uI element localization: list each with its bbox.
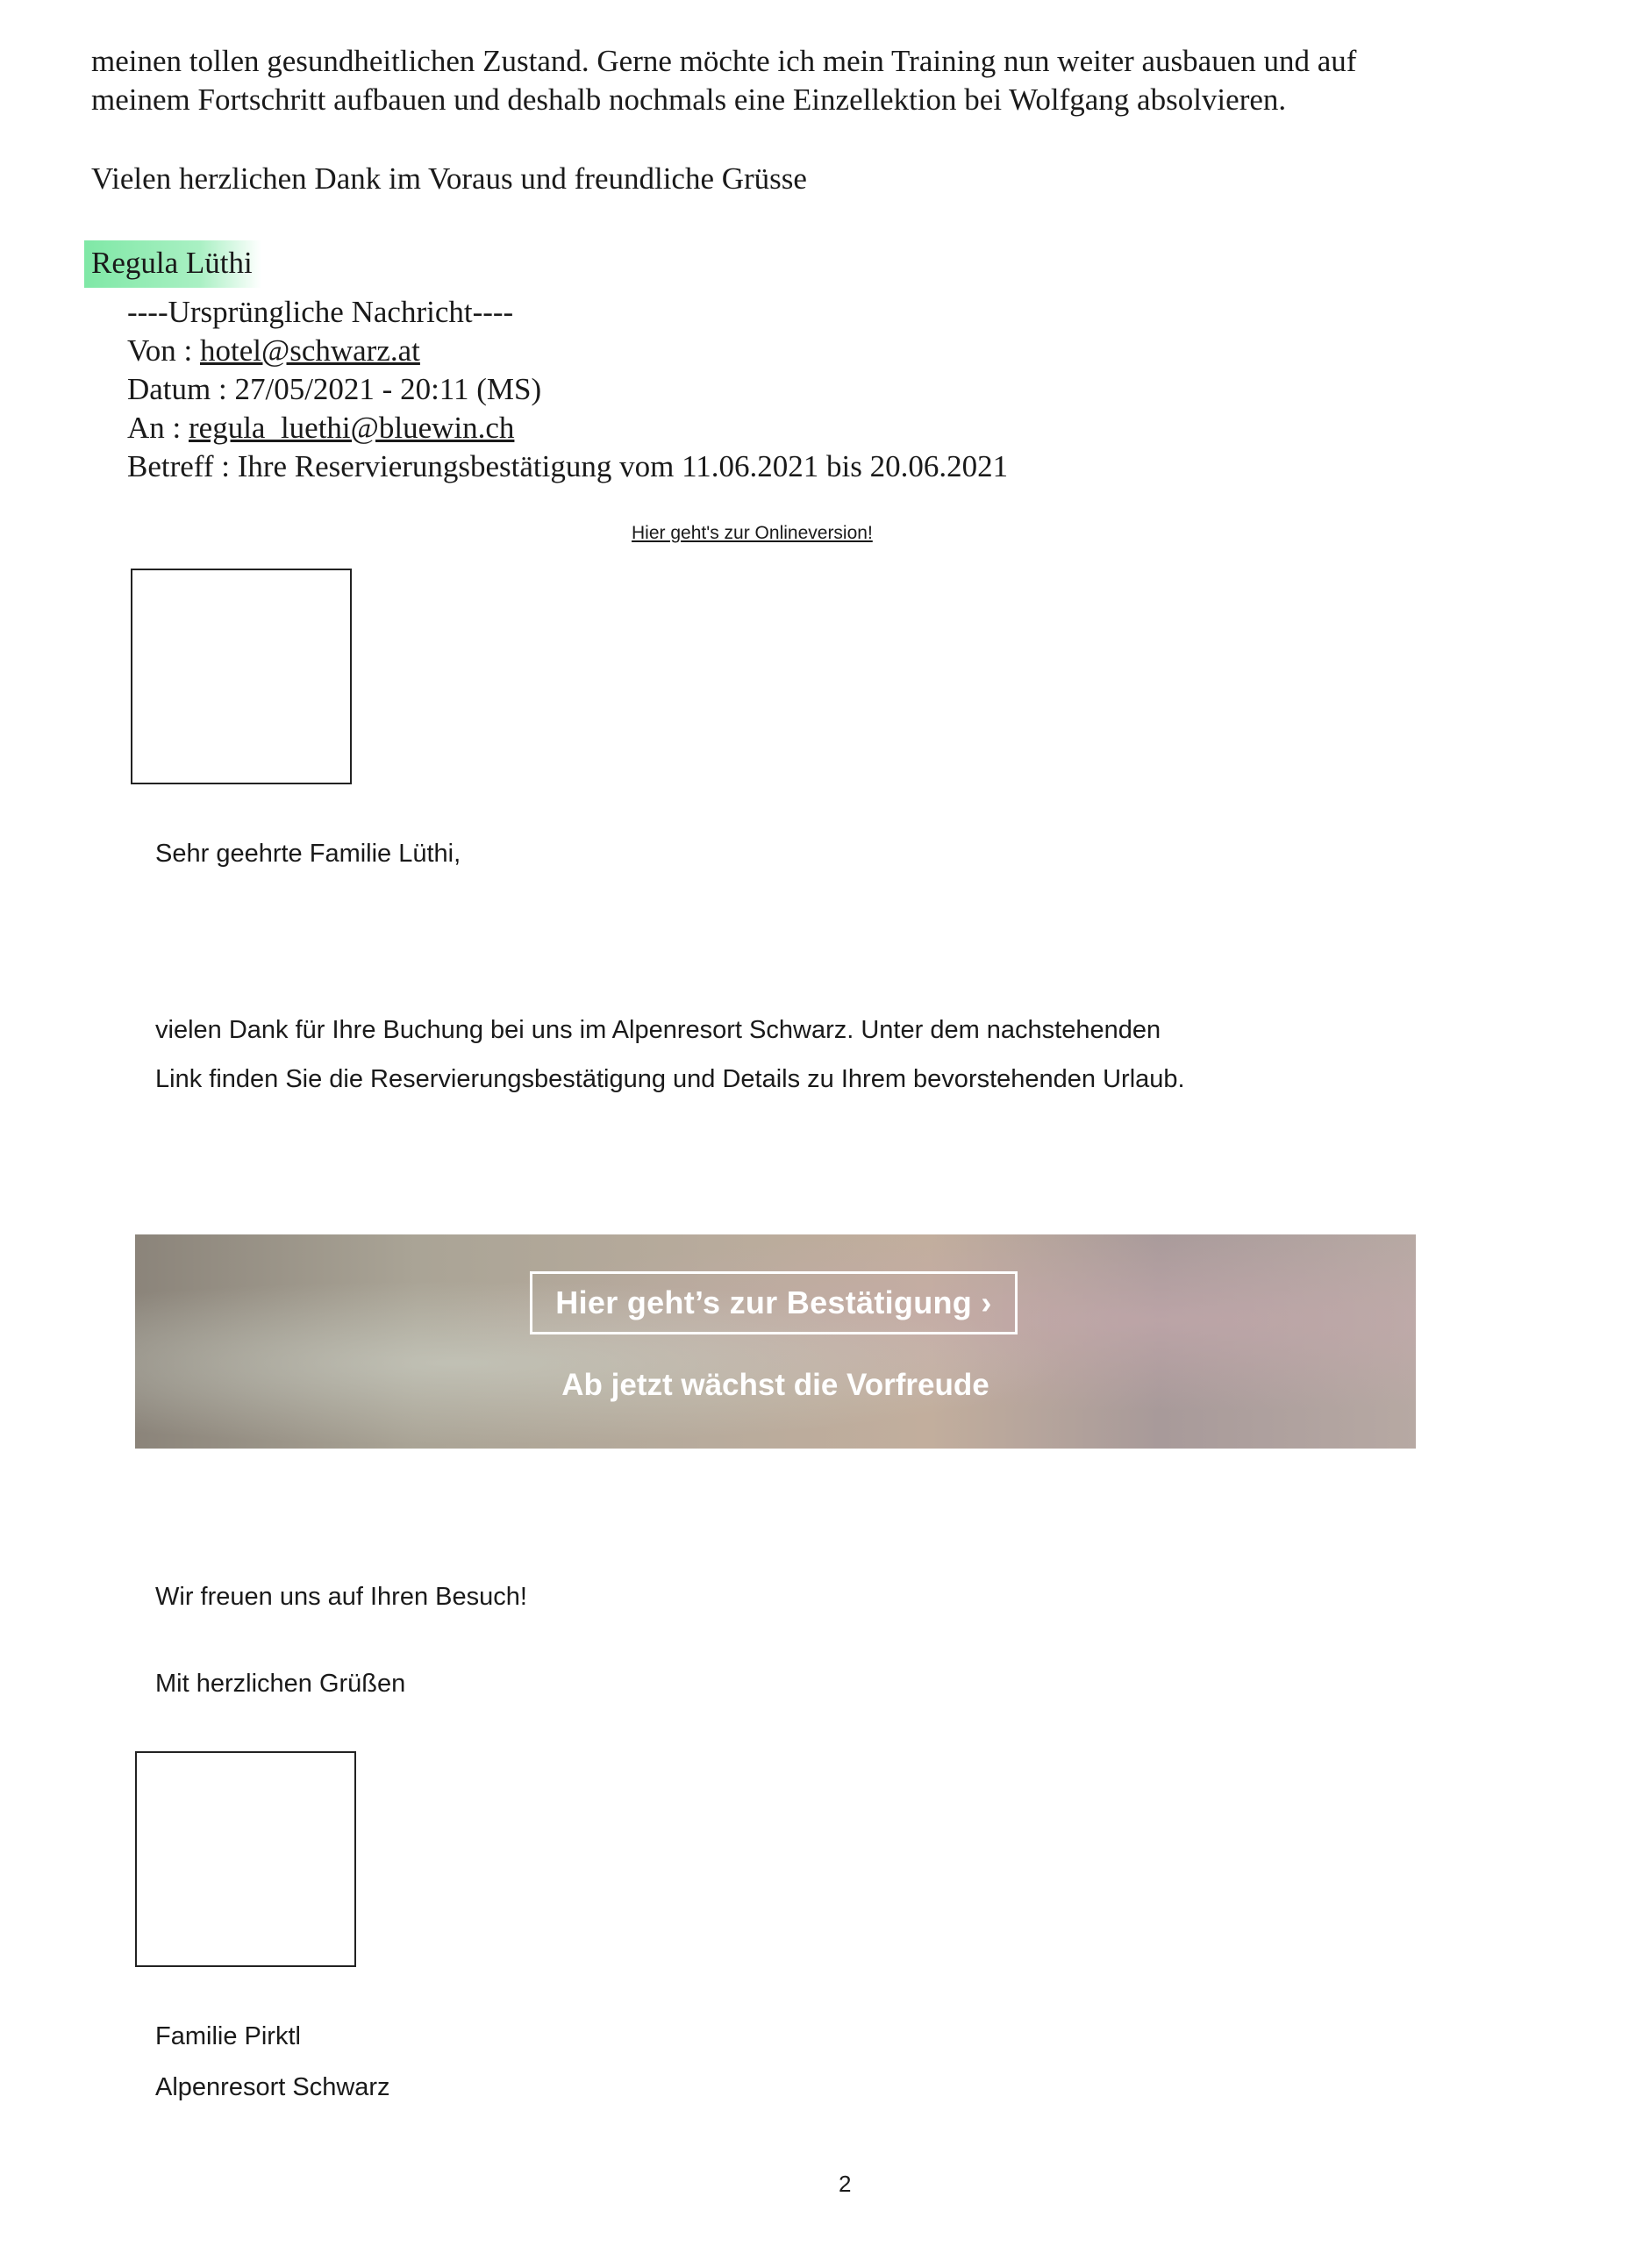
confirmation-button[interactable]: Hier geht’s zur Bestätigung › (530, 1271, 1018, 1334)
date-value: 27/05/2021 - 20:11 (MS) (234, 372, 542, 406)
subject-value: Ihre Reservierungsbestätigung vom 11.06.2021 bis 20.06.2021 (237, 449, 1009, 483)
hotel-logo-placeholder (131, 569, 352, 784)
intro-line-2: meinem Fortschritt aufbauen und deshalb nochmals eine Einzellektion bei Wolfgang absolvieren. (91, 82, 1287, 117)
paragraph-line-1: vielen Dank für Ihre Buchung bei uns im Alpenresort Schwarz. Unter dem nachstehenden (155, 1016, 1161, 1044)
signature-image-placeholder (135, 1751, 356, 1967)
to-label: An : (127, 411, 189, 445)
regards-text: Mit herzlichen Grüßen (155, 1670, 406, 1698)
banner-subtitle: Ab jetzt wächst die Vorfreude (561, 1368, 989, 1402)
paragraph-line-2: Link finden Sie die Reservierungsbestätigung und Details zu Ihrem bevorstehenden Urlaub. (155, 1065, 1185, 1093)
to-row (127, 409, 1008, 447)
sender-family: Familie Pirktl (155, 2022, 301, 2050)
date-label: Datum : (127, 372, 235, 406)
online-version-link[interactable]: Hier geht's zur Onlineversion! (632, 523, 873, 543)
intro-line-1: meinen tollen gesundheitlichen Zustand. Gerne möchte ich mein Training nun weiter ausbauen und auf (91, 44, 1357, 78)
subject-label: Betreff : (127, 449, 238, 483)
subject-row (127, 447, 1008, 486)
closing-text: Vielen herzlichen Dank im Voraus und freundliche Grüsse (91, 161, 807, 196)
sender-block (155, 2011, 390, 2113)
original-message-header (127, 293, 1008, 486)
from-email-link[interactable]: hotel@schwarz.at (200, 333, 420, 368)
confirmation-banner (135, 1234, 1416, 1449)
booking-paragraph (155, 1005, 1185, 1104)
sender-resort: Alpenresort Schwarz (155, 2073, 390, 2101)
page-number: 2 (839, 2171, 852, 2197)
salutation: Sehr geehrte Familie Lüthi, (155, 840, 461, 868)
to-email-link[interactable]: regula_luethi@bluewin.ch (189, 411, 515, 445)
visit-text: Wir freuen uns auf Ihren Besuch! (155, 1583, 527, 1611)
date-row (127, 370, 1008, 409)
from-label: Von : (127, 333, 200, 368)
intro-text (91, 42, 1530, 119)
separator-line: ----Ursprüngliche Nachricht---- (127, 295, 514, 329)
signature-highlighted: Regula Lüthi (84, 240, 261, 288)
from-row (127, 332, 1008, 370)
